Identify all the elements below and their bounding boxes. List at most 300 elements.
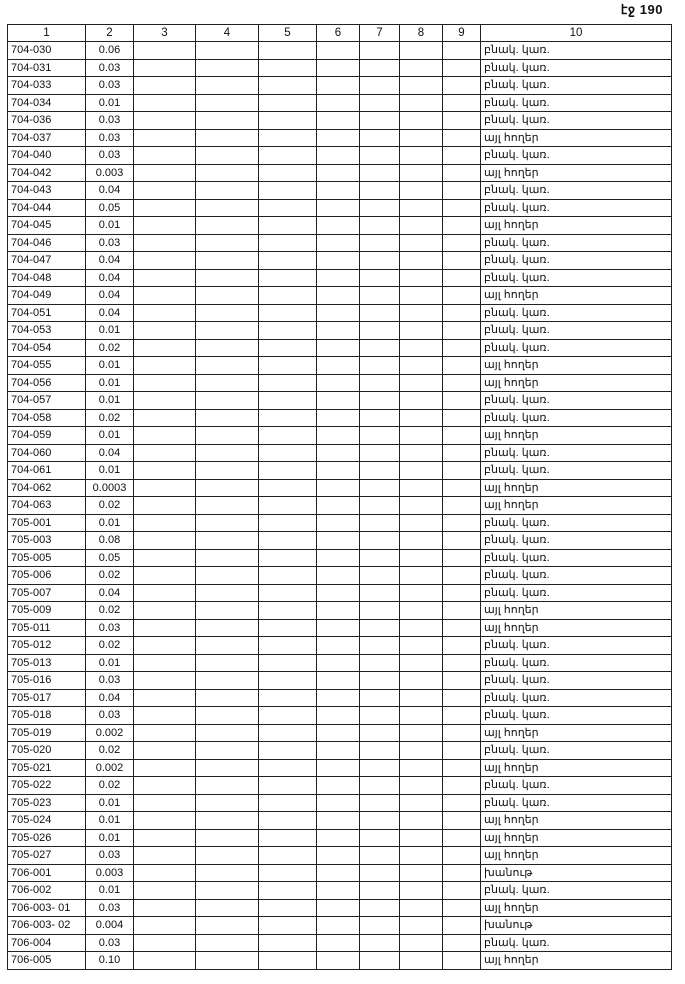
empty-cell-5: [259, 199, 317, 217]
empty-cell-5: [259, 794, 317, 812]
empty-cell-7: [360, 672, 400, 690]
empty-cell-5: [259, 549, 317, 567]
table-row: [8, 812, 672, 830]
land-use-cell: բնակ. կառ.: [481, 584, 672, 602]
land-use-cell: բնակ. կառ.: [481, 882, 672, 900]
empty-cell-3: [134, 427, 196, 445]
empty-cell-4: [196, 392, 259, 410]
empty-cell-7: [360, 567, 400, 585]
area-cell: 0.02: [86, 409, 134, 427]
empty-cell-9: [443, 689, 481, 707]
area-cell: 0.01: [86, 812, 134, 830]
parcel-code-cell: 704-049: [8, 287, 86, 305]
empty-cell-4: [196, 217, 259, 235]
empty-cell-9: [443, 304, 481, 322]
empty-cell-5: [259, 479, 317, 497]
land-use-cell: այլ հողեր: [481, 619, 672, 637]
table-row: [8, 42, 672, 60]
empty-cell-3: [134, 689, 196, 707]
parcel-code-cell: 704-048: [8, 269, 86, 287]
empty-cell-6: [317, 59, 360, 77]
empty-cell-8: [400, 252, 443, 270]
empty-cell-6: [317, 164, 360, 182]
land-use-cell: բնակ. կառ.: [481, 742, 672, 760]
empty-cell-5: [259, 899, 317, 917]
empty-cell-9: [443, 742, 481, 760]
empty-cell-9: [443, 794, 481, 812]
empty-cell-4: [196, 934, 259, 952]
empty-cell-4: [196, 812, 259, 830]
area-cell: 0.02: [86, 637, 134, 655]
empty-cell-3: [134, 199, 196, 217]
empty-cell-3: [134, 847, 196, 865]
empty-cell-5: [259, 514, 317, 532]
table-row: [8, 252, 672, 270]
empty-cell-8: [400, 182, 443, 200]
empty-cell-4: [196, 864, 259, 882]
parcel-code-cell: 705-024: [8, 812, 86, 830]
empty-cell-9: [443, 479, 481, 497]
empty-cell-4: [196, 339, 259, 357]
empty-cell-9: [443, 847, 481, 865]
empty-cell-8: [400, 724, 443, 742]
empty-cell-9: [443, 252, 481, 270]
table-row: [8, 794, 672, 812]
empty-cell-5: [259, 94, 317, 112]
empty-cell-5: [259, 409, 317, 427]
empty-cell-9: [443, 654, 481, 672]
empty-cell-8: [400, 129, 443, 147]
land-use-cell: բնակ. կառ.: [481, 234, 672, 252]
parcel-code-cell: 705-001: [8, 514, 86, 532]
column-header-8: 8: [400, 25, 443, 42]
empty-cell-6: [317, 654, 360, 672]
parcel-code-cell: 705-019: [8, 724, 86, 742]
empty-cell-9: [443, 59, 481, 77]
area-cell: 0.02: [86, 602, 134, 620]
empty-cell-3: [134, 794, 196, 812]
empty-cell-5: [259, 77, 317, 95]
empty-cell-9: [443, 777, 481, 795]
column-header-6: 6: [317, 25, 360, 42]
parcel-code-cell: 705-003: [8, 532, 86, 550]
parcel-code-cell: 706-004: [8, 934, 86, 952]
empty-cell-8: [400, 514, 443, 532]
empty-cell-3: [134, 917, 196, 935]
land-use-cell: բնակ. կառ.: [481, 672, 672, 690]
area-cell: 0.01: [86, 94, 134, 112]
empty-cell-5: [259, 672, 317, 690]
empty-cell-4: [196, 549, 259, 567]
empty-cell-4: [196, 602, 259, 620]
area-cell: 0.06: [86, 42, 134, 60]
empty-cell-7: [360, 94, 400, 112]
area-cell: 0.01: [86, 882, 134, 900]
empty-cell-3: [134, 374, 196, 392]
empty-cell-7: [360, 899, 400, 917]
land-use-cell: բնակ. կառ.: [481, 654, 672, 672]
empty-cell-8: [400, 654, 443, 672]
empty-cell-6: [317, 427, 360, 445]
land-use-cell: խանութ: [481, 864, 672, 882]
table-row: [8, 357, 672, 375]
empty-cell-4: [196, 689, 259, 707]
table-row: [8, 112, 672, 130]
empty-cell-9: [443, 899, 481, 917]
parcel-code-cell: 704-059: [8, 427, 86, 445]
empty-cell-7: [360, 234, 400, 252]
land-use-cell: այլ հողեր: [481, 374, 672, 392]
empty-cell-6: [317, 94, 360, 112]
table-row: [8, 952, 672, 970]
table-row: [8, 777, 672, 795]
empty-cell-9: [443, 357, 481, 375]
empty-cell-8: [400, 59, 443, 77]
empty-cell-6: [317, 759, 360, 777]
empty-cell-3: [134, 234, 196, 252]
empty-cell-8: [400, 794, 443, 812]
empty-cell-6: [317, 234, 360, 252]
empty-cell-6: [317, 129, 360, 147]
table-row: [8, 864, 672, 882]
land-use-cell: բնակ. կառ.: [481, 94, 672, 112]
empty-cell-3: [134, 357, 196, 375]
empty-cell-7: [360, 182, 400, 200]
land-use-cell: բնակ. կառ.: [481, 252, 672, 270]
empty-cell-6: [317, 392, 360, 410]
empty-cell-5: [259, 392, 317, 410]
empty-cell-8: [400, 164, 443, 182]
empty-cell-4: [196, 759, 259, 777]
empty-cell-7: [360, 304, 400, 322]
land-use-cell: բնակ. կառ.: [481, 199, 672, 217]
parcel-code-cell: 704-063: [8, 497, 86, 515]
empty-cell-3: [134, 672, 196, 690]
empty-cell-9: [443, 217, 481, 235]
land-use-cell: բնակ. կառ.: [481, 59, 672, 77]
empty-cell-7: [360, 689, 400, 707]
empty-cell-3: [134, 339, 196, 357]
area-cell: 0.003: [86, 864, 134, 882]
table-row: [8, 147, 672, 165]
table-row: [8, 59, 672, 77]
empty-cell-4: [196, 899, 259, 917]
column-header-3: 3: [134, 25, 196, 42]
table-row: [8, 759, 672, 777]
parcel-code-cell: 705-026: [8, 829, 86, 847]
land-use-cell: այլ հողեր: [481, 287, 672, 305]
empty-cell-3: [134, 882, 196, 900]
empty-cell-9: [443, 514, 481, 532]
empty-cell-7: [360, 882, 400, 900]
land-use-cell: այլ հողեր: [481, 899, 672, 917]
empty-cell-9: [443, 864, 481, 882]
empty-cell-5: [259, 42, 317, 60]
area-cell: 0.04: [86, 252, 134, 270]
empty-cell-6: [317, 269, 360, 287]
empty-cell-3: [134, 724, 196, 742]
parcel-code-cell: 705-009: [8, 602, 86, 620]
table-row: [8, 217, 672, 235]
land-use-cell: այլ հողեր: [481, 724, 672, 742]
empty-cell-4: [196, 94, 259, 112]
empty-cell-3: [134, 514, 196, 532]
area-cell: 0.03: [86, 899, 134, 917]
empty-cell-7: [360, 497, 400, 515]
empty-cell-4: [196, 584, 259, 602]
empty-cell-3: [134, 147, 196, 165]
empty-cell-9: [443, 567, 481, 585]
empty-cell-6: [317, 952, 360, 970]
table-row: [8, 724, 672, 742]
empty-cell-9: [443, 462, 481, 480]
parcel-code-cell: 705-011: [8, 619, 86, 637]
table-row: [8, 287, 672, 305]
area-cell: 0.01: [86, 357, 134, 375]
empty-cell-4: [196, 672, 259, 690]
empty-cell-9: [443, 77, 481, 95]
area-cell: 0.01: [86, 794, 134, 812]
empty-cell-3: [134, 94, 196, 112]
empty-cell-9: [443, 112, 481, 130]
table-row: [8, 637, 672, 655]
empty-cell-6: [317, 742, 360, 760]
land-use-cell: բնակ. կառ.: [481, 322, 672, 340]
table-row: [8, 497, 672, 515]
land-use-cell: այլ հողեր: [481, 357, 672, 375]
empty-cell-4: [196, 847, 259, 865]
parcel-code-cell: 705-021: [8, 759, 86, 777]
land-use-cell: բնակ. կառ.: [481, 339, 672, 357]
empty-cell-4: [196, 724, 259, 742]
empty-cell-8: [400, 42, 443, 60]
empty-cell-5: [259, 602, 317, 620]
area-cell: 0.003: [86, 164, 134, 182]
empty-cell-6: [317, 77, 360, 95]
empty-cell-9: [443, 882, 481, 900]
empty-cell-4: [196, 182, 259, 200]
empty-cell-5: [259, 917, 317, 935]
empty-cell-7: [360, 147, 400, 165]
empty-cell-5: [259, 584, 317, 602]
empty-cell-3: [134, 409, 196, 427]
empty-cell-9: [443, 164, 481, 182]
parcel-code-cell: 705-018: [8, 707, 86, 725]
empty-cell-7: [360, 77, 400, 95]
empty-cell-7: [360, 42, 400, 60]
empty-cell-9: [443, 637, 481, 655]
empty-cell-9: [443, 759, 481, 777]
land-use-cell: այլ հողեր: [481, 479, 672, 497]
empty-cell-7: [360, 427, 400, 445]
empty-cell-7: [360, 129, 400, 147]
empty-cell-6: [317, 532, 360, 550]
area-cell: 0.02: [86, 777, 134, 795]
empty-cell-7: [360, 357, 400, 375]
land-use-cell: այլ հողեր: [481, 164, 672, 182]
empty-cell-4: [196, 952, 259, 970]
empty-cell-9: [443, 147, 481, 165]
land-use-cell: այլ հողեր: [481, 427, 672, 445]
empty-cell-5: [259, 427, 317, 445]
area-cell: 0.02: [86, 567, 134, 585]
empty-cell-3: [134, 269, 196, 287]
area-cell: 0.05: [86, 549, 134, 567]
empty-cell-5: [259, 654, 317, 672]
empty-cell-7: [360, 759, 400, 777]
empty-cell-8: [400, 234, 443, 252]
empty-cell-6: [317, 339, 360, 357]
parcel-code-cell: 704-053: [8, 322, 86, 340]
area-cell: 0.01: [86, 217, 134, 235]
empty-cell-7: [360, 374, 400, 392]
area-cell: 0.01: [86, 392, 134, 410]
empty-cell-5: [259, 829, 317, 847]
empty-cell-4: [196, 479, 259, 497]
table-row: [8, 689, 672, 707]
empty-cell-4: [196, 112, 259, 130]
empty-cell-5: [259, 882, 317, 900]
land-use-cell: այլ հողեր: [481, 812, 672, 830]
empty-cell-7: [360, 479, 400, 497]
empty-cell-3: [134, 444, 196, 462]
empty-cell-5: [259, 357, 317, 375]
empty-cell-7: [360, 707, 400, 725]
empty-cell-4: [196, 654, 259, 672]
land-use-cell: բնակ. կառ.: [481, 637, 672, 655]
empty-cell-8: [400, 812, 443, 830]
empty-cell-8: [400, 462, 443, 480]
empty-cell-6: [317, 374, 360, 392]
empty-cell-3: [134, 164, 196, 182]
empty-cell-3: [134, 549, 196, 567]
land-use-cell: բնակ. կառ.: [481, 304, 672, 322]
parcel-code-cell: 704-051: [8, 304, 86, 322]
empty-cell-5: [259, 812, 317, 830]
area-cell: 0.04: [86, 304, 134, 322]
empty-cell-7: [360, 462, 400, 480]
parcel-code-cell: 704-037: [8, 129, 86, 147]
empty-cell-3: [134, 899, 196, 917]
empty-cell-7: [360, 252, 400, 270]
land-use-cell: բնակ. կառ.: [481, 112, 672, 130]
parcel-code-cell: 706-005: [8, 952, 86, 970]
empty-cell-8: [400, 444, 443, 462]
empty-cell-7: [360, 514, 400, 532]
parcel-code-cell: 705-012: [8, 637, 86, 655]
parcel-code-cell: 705-023: [8, 794, 86, 812]
empty-cell-3: [134, 619, 196, 637]
empty-cell-5: [259, 934, 317, 952]
column-header-2: 2: [86, 25, 134, 42]
area-cell: 0.05: [86, 199, 134, 217]
empty-cell-3: [134, 59, 196, 77]
parcel-code-cell: 704-042: [8, 164, 86, 182]
empty-cell-8: [400, 339, 443, 357]
area-cell: 0.03: [86, 934, 134, 952]
parcel-code-cell: 704-034: [8, 94, 86, 112]
parcel-code-cell: 704-046: [8, 234, 86, 252]
empty-cell-5: [259, 759, 317, 777]
land-use-cell: բնակ. կառ.: [481, 269, 672, 287]
empty-cell-4: [196, 287, 259, 305]
table-row: [8, 847, 672, 865]
empty-cell-4: [196, 304, 259, 322]
empty-cell-8: [400, 917, 443, 935]
empty-cell-7: [360, 917, 400, 935]
table-row: [8, 444, 672, 462]
empty-cell-8: [400, 532, 443, 550]
empty-cell-4: [196, 427, 259, 445]
empty-cell-6: [317, 672, 360, 690]
table-row: [8, 619, 672, 637]
empty-cell-7: [360, 584, 400, 602]
empty-cell-6: [317, 567, 360, 585]
empty-cell-4: [196, 252, 259, 270]
empty-cell-5: [259, 339, 317, 357]
empty-cell-8: [400, 742, 443, 760]
parcel-code-cell: 704-031: [8, 59, 86, 77]
empty-cell-8: [400, 619, 443, 637]
empty-cell-9: [443, 322, 481, 340]
empty-cell-6: [317, 357, 360, 375]
empty-cell-3: [134, 129, 196, 147]
table-row: [8, 77, 672, 95]
area-cell: 0.0003: [86, 479, 134, 497]
empty-cell-3: [134, 42, 196, 60]
empty-cell-6: [317, 42, 360, 60]
empty-cell-4: [196, 707, 259, 725]
table-row: [8, 654, 672, 672]
land-use-cell: այլ հողեր: [481, 847, 672, 865]
table-row: [8, 602, 672, 620]
land-use-cell: այլ հողեր: [481, 952, 672, 970]
table-row: [8, 462, 672, 480]
empty-cell-9: [443, 584, 481, 602]
parcel-code-cell: 704-044: [8, 199, 86, 217]
parcel-code-cell: 704-030: [8, 42, 86, 60]
empty-cell-6: [317, 602, 360, 620]
empty-cell-7: [360, 549, 400, 567]
area-cell: 0.004: [86, 917, 134, 935]
table-row: [8, 322, 672, 340]
land-use-cell: բնակ. կառ.: [481, 707, 672, 725]
empty-cell-7: [360, 217, 400, 235]
empty-cell-6: [317, 724, 360, 742]
parcel-code-cell: 704-054: [8, 339, 86, 357]
area-cell: 0.02: [86, 742, 134, 760]
parcel-code-cell: 705-027: [8, 847, 86, 865]
empty-cell-3: [134, 567, 196, 585]
empty-cell-3: [134, 602, 196, 620]
empty-cell-3: [134, 952, 196, 970]
parcel-code-cell: 705-007: [8, 584, 86, 602]
empty-cell-3: [134, 112, 196, 130]
table-row: [8, 882, 672, 900]
empty-cell-5: [259, 847, 317, 865]
empty-cell-3: [134, 637, 196, 655]
empty-cell-6: [317, 689, 360, 707]
empty-cell-6: [317, 497, 360, 515]
empty-cell-7: [360, 934, 400, 952]
empty-cell-6: [317, 462, 360, 480]
empty-cell-6: [317, 182, 360, 200]
empty-cell-8: [400, 672, 443, 690]
empty-cell-4: [196, 444, 259, 462]
empty-cell-6: [317, 584, 360, 602]
area-cell: 0.02: [86, 339, 134, 357]
empty-cell-4: [196, 129, 259, 147]
